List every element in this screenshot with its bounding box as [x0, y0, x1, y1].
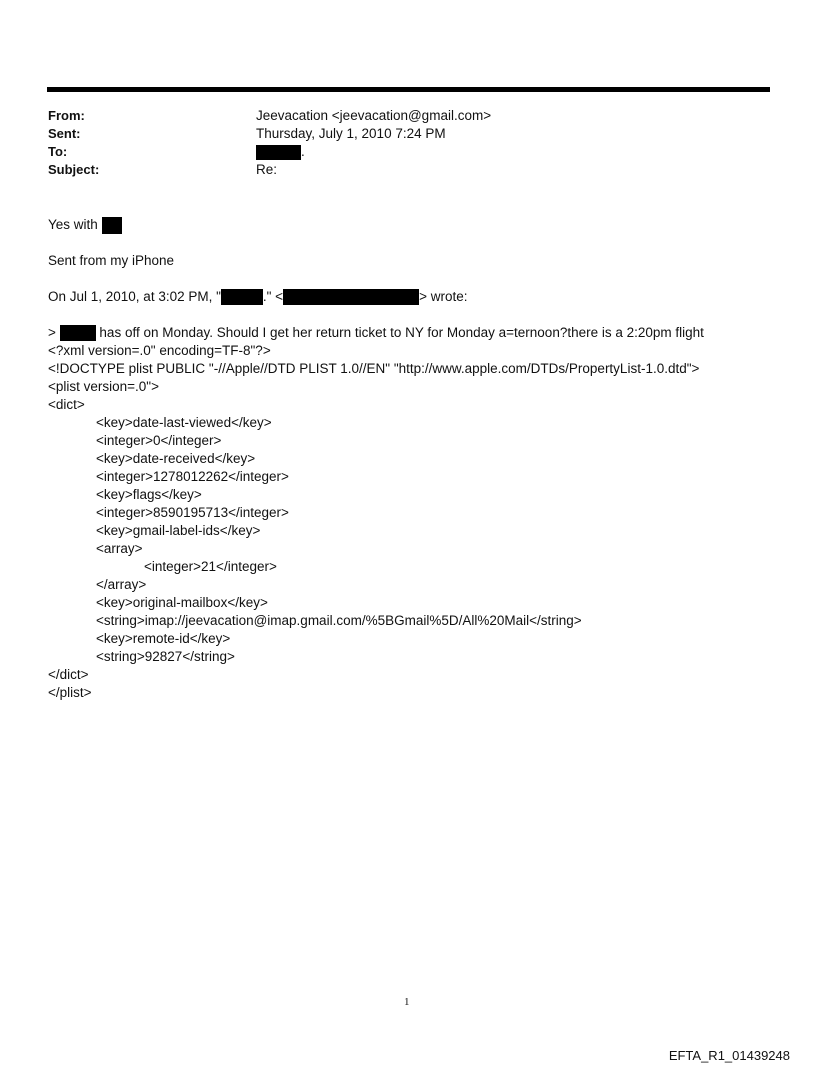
- reply-line: [48, 216, 122, 234]
- plist-line: <key>gmail-label-ids</key>: [96, 523, 261, 538]
- redaction-block: [60, 325, 96, 341]
- bates-number: EFTA_R1_01439248: [668, 1048, 790, 1063]
- redaction-block: [256, 145, 301, 160]
- page-number: 1: [404, 996, 410, 1008]
- to-suffix: .: [301, 144, 305, 159]
- plist-line: <?xml version=.0" encoding=TF-8"?>: [48, 343, 271, 358]
- header-divider: [47, 87, 770, 92]
- sent-value: Thursday, July 1, 2010 7:24 PM: [256, 126, 446, 141]
- signature: Sent from my iPhone: [48, 253, 175, 268]
- quoted-message: [48, 324, 704, 341]
- plist-line: <key>flags</key>: [96, 487, 202, 502]
- plist-line: <array>: [96, 541, 143, 556]
- plist-line: <key>date-last-viewed</key>: [96, 415, 272, 430]
- redaction-block: [221, 289, 263, 305]
- subject-value: Re:: [256, 162, 278, 177]
- plist-line: <dict>: [48, 397, 85, 412]
- quoted-text: has off on Monday. Should I get her return ticket to NY for Monday a=ternoon?there is a 2:20pm flight: [99, 325, 704, 340]
- plist-line: <plist version=.0">: [48, 379, 159, 394]
- to-label: To:: [48, 144, 68, 159]
- plist-line: <!DOCTYPE plist PUBLIC "-//Apple//DTD PLIST 1.0//EN" "http://www.apple.com/DTDs/PropertyList-1.0.dtd">: [48, 361, 700, 376]
- subject-label: Subject:: [48, 162, 100, 177]
- plist-line: <key>remote-id</key>: [96, 631, 231, 646]
- from-label: From:: [48, 108, 85, 123]
- redaction-block: [102, 217, 122, 234]
- to-value: [256, 144, 305, 160]
- quote-marker: >: [48, 325, 56, 340]
- plist-line: <string>imap://jeevacation@imap.gmail.com/%5BGmail%5D/All%20Mail</string>: [96, 613, 582, 628]
- quote-intro-part-1: On Jul 1, 2010, at 3:02 PM, ": [48, 289, 221, 304]
- plist-line: </plist>: [48, 685, 92, 700]
- plist-line: <integer>21</integer>: [144, 559, 277, 574]
- plist-line: <string>92827</string>: [96, 649, 235, 664]
- reply-text: Yes with: [48, 217, 98, 232]
- from-value: Jeevacation <jeevacation@gmail.com>: [256, 108, 492, 123]
- plist-line: <key>original-mailbox</key>: [96, 595, 268, 610]
- plist-line: <integer>1278012262</integer>: [96, 469, 289, 484]
- sent-label: Sent:: [48, 126, 81, 141]
- plist-line: </dict>: [48, 667, 89, 682]
- quote-intro: [48, 288, 467, 305]
- plist-line: </array>: [96, 577, 147, 592]
- quote-intro-part-2: ." <: [262, 289, 284, 304]
- redaction-block: [283, 289, 419, 305]
- plist-line: <key>date-received</key>: [96, 451, 256, 466]
- quote-intro-part-3: > wrote:: [419, 289, 468, 304]
- plist-line: <integer>0</integer>: [96, 433, 222, 448]
- plist-line: <integer>8590195713</integer>: [96, 505, 289, 520]
